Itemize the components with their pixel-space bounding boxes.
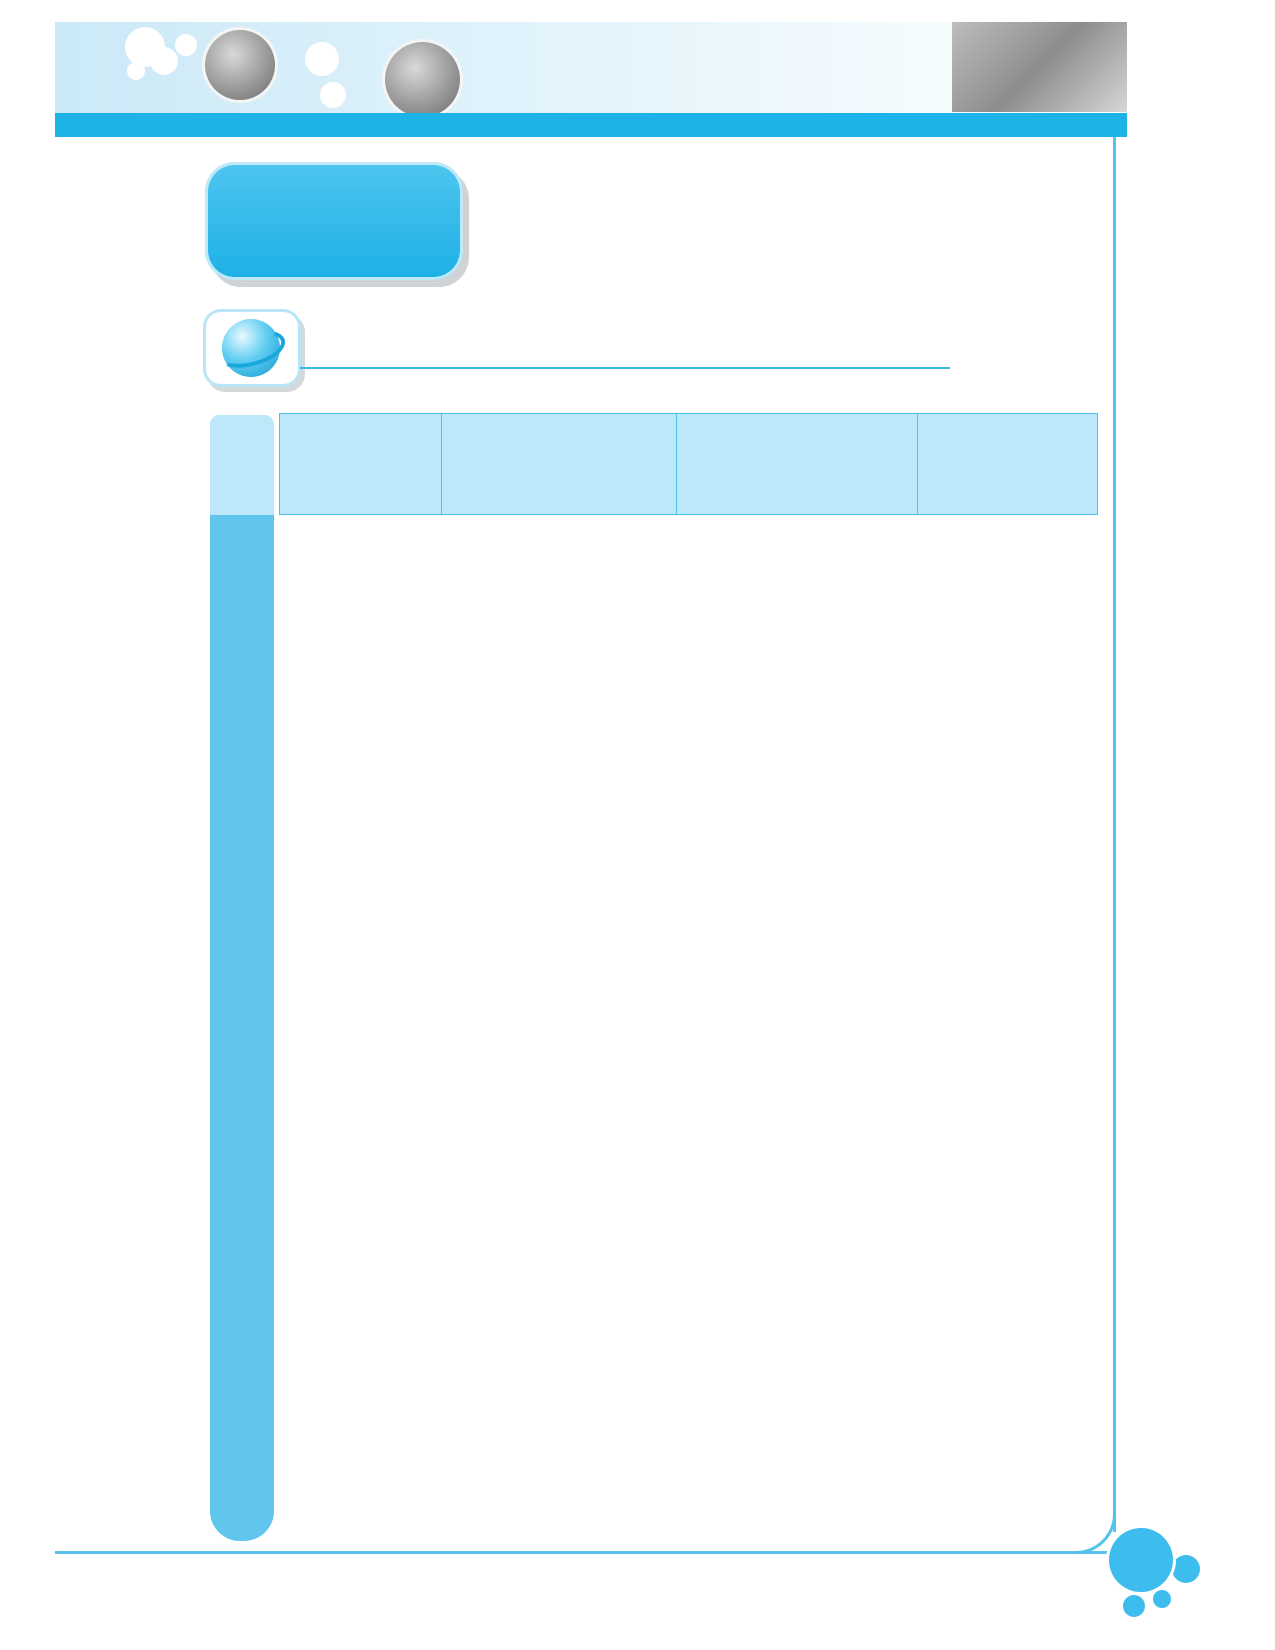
decor-bubble-icon (320, 82, 346, 108)
header-consonant (280, 414, 442, 515)
stt-header (210, 415, 274, 515)
subheading-underline (300, 367, 950, 369)
people-photo-icon (385, 42, 460, 117)
stt-column (210, 415, 274, 1541)
people-photo-icon (205, 30, 275, 100)
page-frame-bottom (55, 1551, 1120, 1554)
header-latin (442, 414, 677, 515)
page-frame-corner (1056, 1488, 1116, 1554)
decor-bubble-icon (305, 42, 339, 76)
decor-bubble-icon (1172, 1555, 1200, 1583)
decor-bubble-icon (1123, 1595, 1145, 1617)
globe-icon (203, 309, 301, 387)
decor-bubble-icon (1153, 1590, 1171, 1608)
table-header-row (280, 414, 1098, 515)
page-frame-right (1113, 137, 1116, 1532)
classroom-photo-icon (952, 22, 1127, 112)
decor-bubble-icon (127, 62, 145, 80)
section-badge (205, 162, 463, 280)
header-bar (55, 113, 1127, 137)
header-name (918, 414, 1098, 515)
header-vietnamese (677, 414, 918, 515)
page-number (1109, 1528, 1173, 1592)
decor-bubble-icon (150, 47, 178, 75)
decor-bubble-icon (175, 34, 197, 56)
consonant-table (279, 413, 1098, 515)
